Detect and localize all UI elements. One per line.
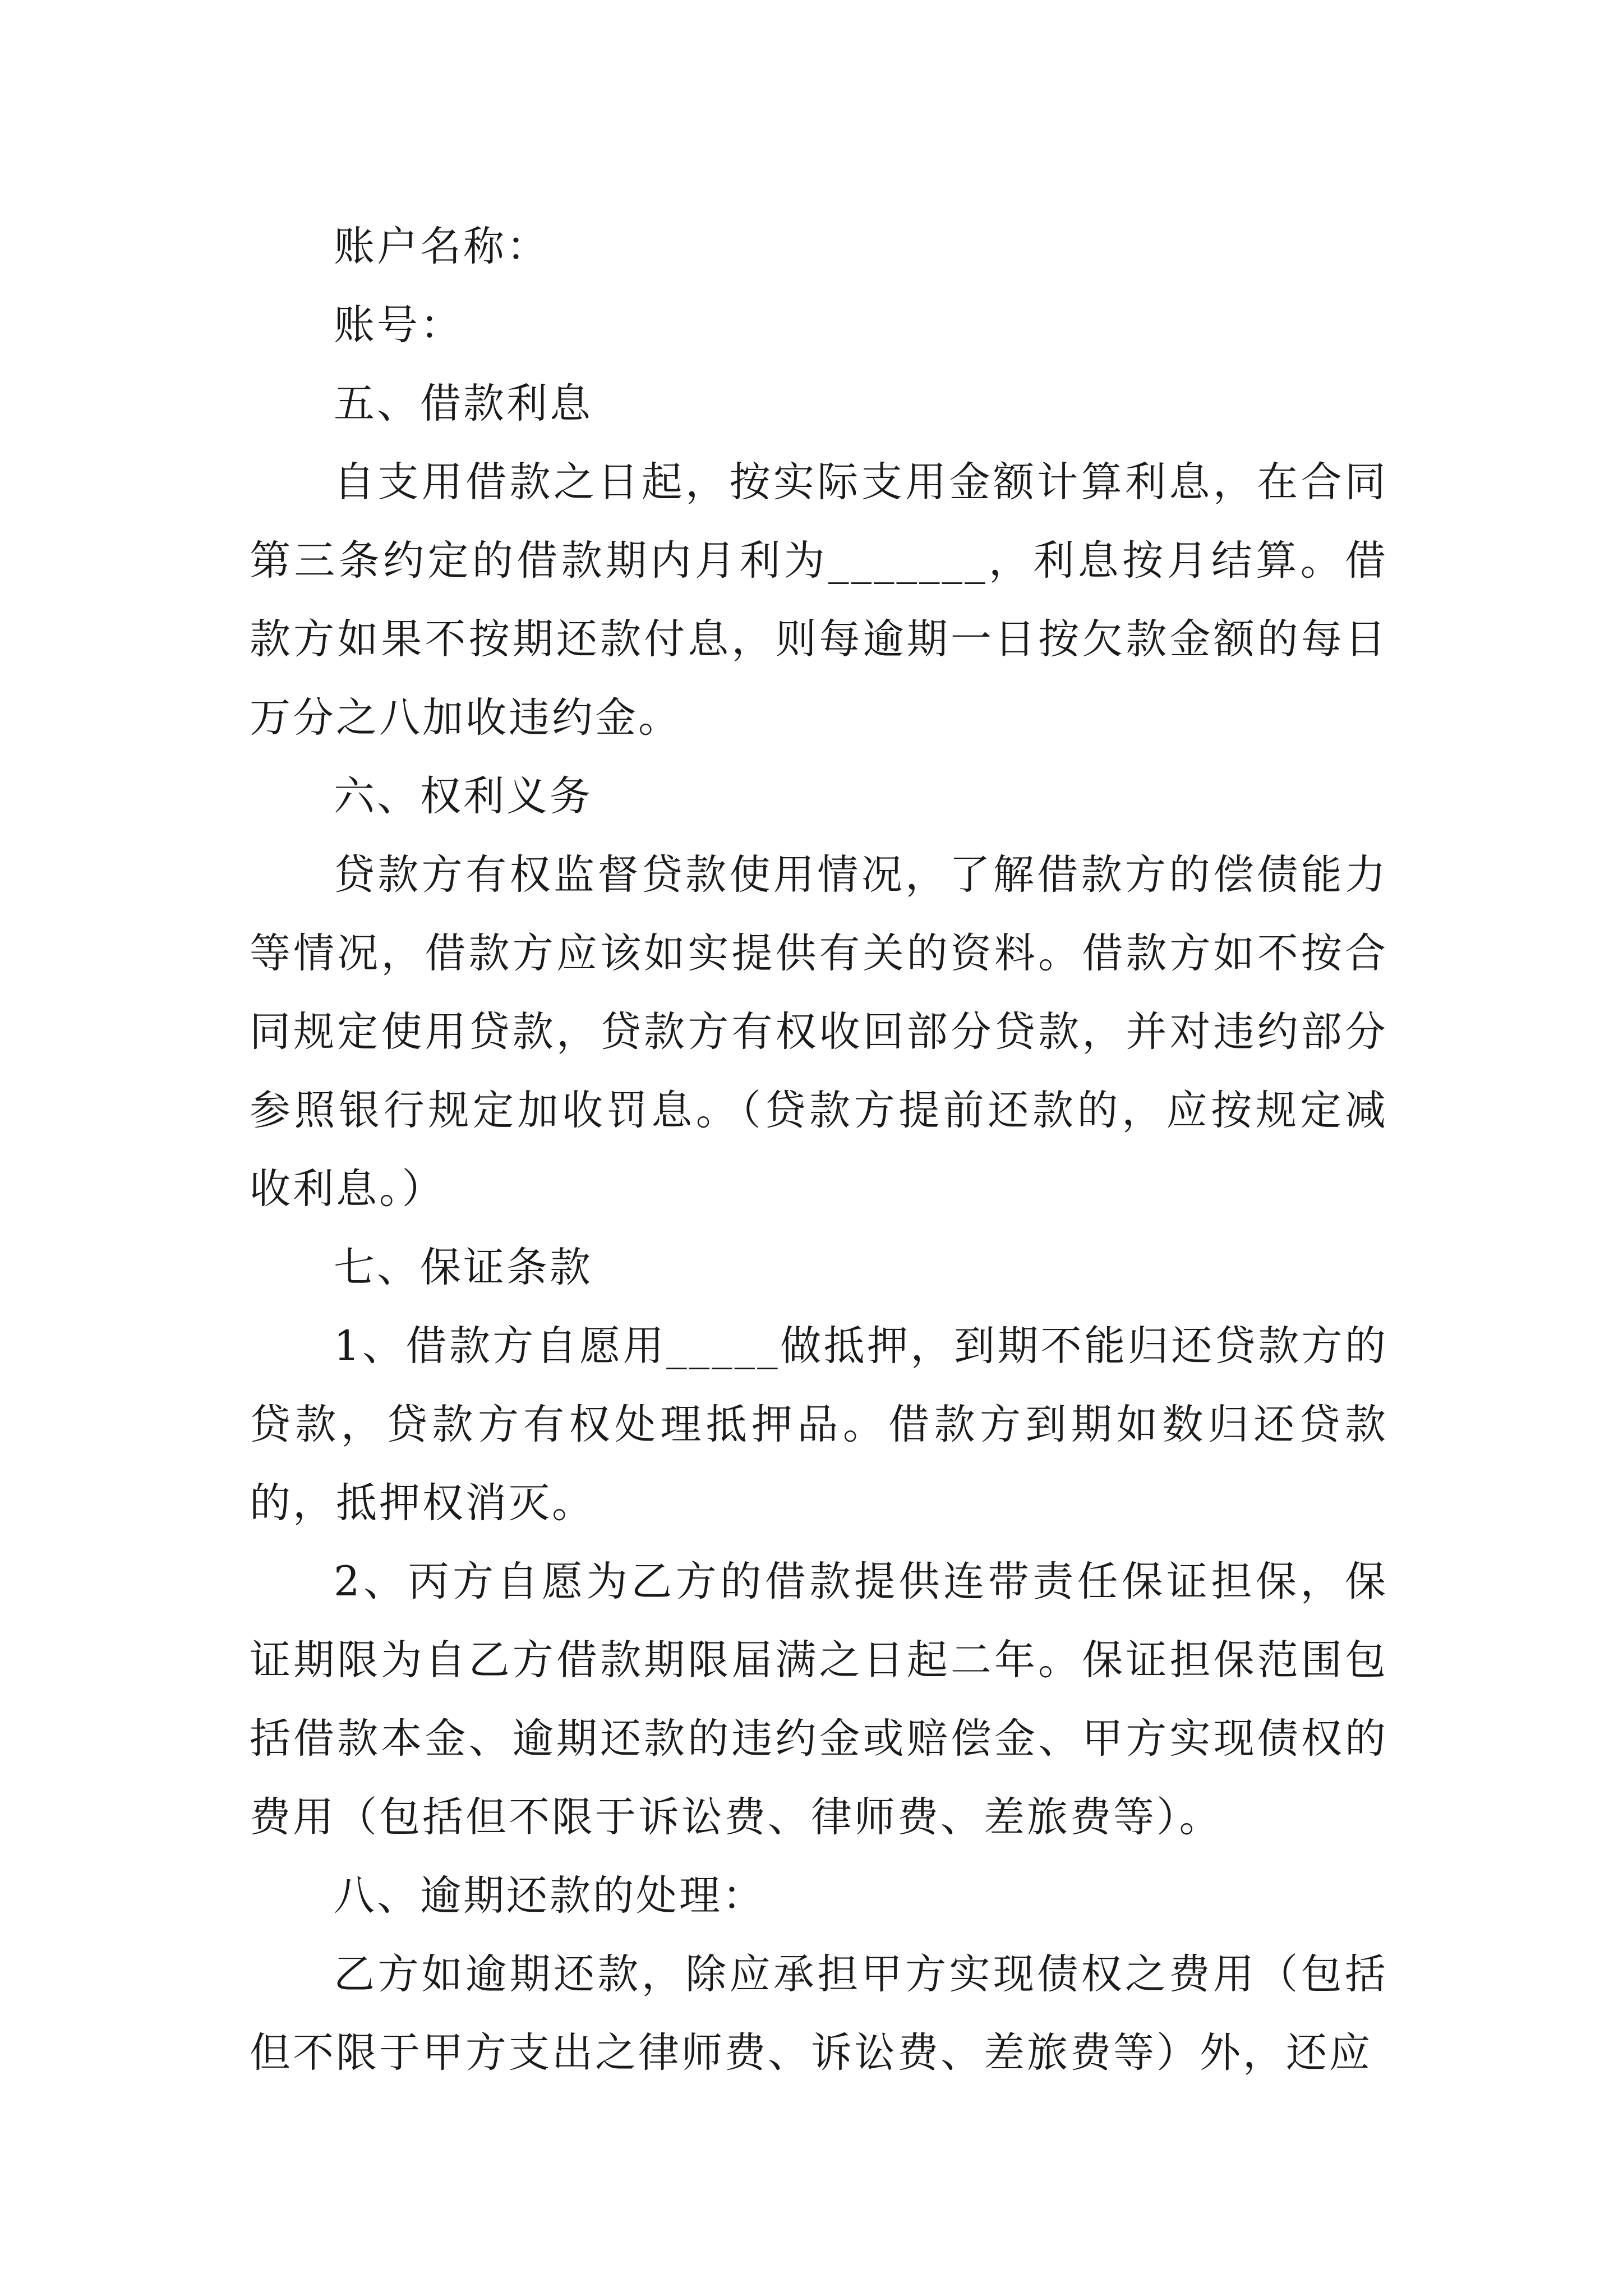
- paragraph-interest: 自支用借款之日起，按实际支用金额计算利息，在合同第三条约定的借款期内月利为_______，利息按月结算。借款方如果不按期还款付息，则每逾期一日按欠款金额的每日万分之八加收违约金。: [250, 458, 1388, 742]
- section-heading-overdue: 八、逾期还款的处理：: [334, 1872, 766, 1920]
- account-number-field: 账号：: [334, 301, 463, 349]
- paragraph-guarantee-1: 1、借款方自愿用_____做抵押，到期不能归还贷款方的贷款，贷款方有权处理抵押品。借款方到期如数归还贷款的，抵押权消灭。: [250, 1322, 1388, 1527]
- document-body: [250, 208, 1388, 2092]
- paragraph-overdue: 乙方如逾期还款，除应承担甲方实现债权之费用（包括但不限于甲方支出之律师费、诉讼费、差旅费等）外，还应: [250, 1950, 1388, 2077]
- section-heading-guarantee: 七、保证条款: [334, 1244, 593, 1291]
- account-name-field: 账户名称：: [334, 223, 550, 270]
- section-heading-rights: 六、权利义务: [334, 772, 593, 820]
- paragraph-rights: 贷款方有权监督贷款使用情况，了解借款方的偿债能力等情况，借款方应该如实提供有关的资料。借款方如不按合同规定使用贷款，贷款方有权收回部分贷款，并对违约部分参照银行规定加收罚息。（贷款方提前还款的，应按规定减收利息。）: [250, 851, 1388, 1213]
- paragraph-guarantee-2: 2、丙方自愿为乙方的借款提供连带责任保证担保，保证期限为自乙方借款期限届满之日起二年。保证担保范围包括借款本金、逾期还款的违约金或赔偿金、甲方实现债权的费用（包括但不限于诉讼费、律师费、差旅费等）。: [250, 1558, 1388, 1841]
- section-heading-interest: 五、借款利息: [334, 380, 593, 427]
